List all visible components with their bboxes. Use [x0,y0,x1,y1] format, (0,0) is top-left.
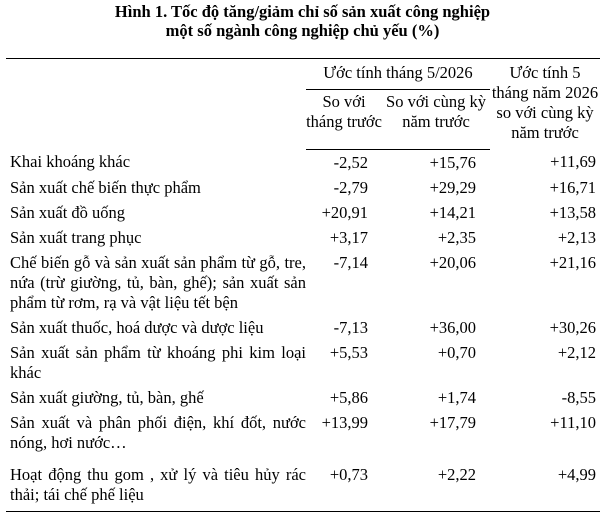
value-vs-previous-month: -7,14 [333,252,368,272]
table-row [6,200,600,225]
value-vs-same-period: +0,70 [437,342,476,362]
header-vs-previous-month: So với tháng trước [306,89,382,149]
header-blank [6,59,306,150]
value-vs-same-period: +2,22 [382,455,490,512]
table-row [6,225,600,250]
value-5-months: +11,69 [550,152,596,171]
header-group-may-2026: Ước tính tháng 5/2026 [306,59,490,90]
row-label: Sản xuất sản phẩm từ khoáng phi kim loại khác [10,342,306,382]
figure-title [0,2,605,40]
table-row [6,175,600,200]
value-5-months: +2,12 [557,342,596,362]
row-label: Sản xuất và phân phối điện, khí đốt, nước nóng, hơi nước… [10,412,306,452]
table-row [6,149,600,175]
value-vs-previous-month: +5,53 [329,342,368,362]
value-vs-same-period: +15,76 [429,152,476,172]
row-label: Sản xuất chế biến thực phẩm [10,177,201,197]
industry-table [6,58,600,512]
value-5-months: +13,58 [549,202,596,222]
value-5-months: +2,13 [557,227,596,247]
row-label: Khai khoáng khác [10,152,131,171]
row-label: Sản xuất giường, tủ, bàn, ghế [10,387,204,407]
row-label: Sản xuất đồ uống [10,202,126,222]
title-line-1: Hình 1. Tốc độ tăng/giảm chỉ số sản xuất công nghiệp [114,2,491,21]
row-label: Sản xuất trang phục [10,227,142,247]
value-5-months: +21,16 [549,252,596,272]
header-vs-same-period: So với cùng kỳ năm trước [382,89,490,149]
value-vs-previous-month: +5,86 [329,387,368,407]
value-vs-previous-month: +3,17 [329,227,368,247]
table-row [6,315,600,340]
value-vs-same-period: +17,79 [429,412,476,432]
value-5-months: +16,71 [549,177,596,197]
value-vs-same-period: +1,74 [437,387,476,407]
value-vs-same-period: +20,06 [429,252,476,272]
header-5-months: Ước tính 5 tháng năm 2026 so với cùng kỳ năm trước [490,59,600,150]
value-vs-previous-month: -2,79 [333,177,368,197]
value-vs-previous-month: +13,99 [321,412,368,432]
row-label: Hoạt động thu gom , xử lý và tiêu hủy rác thải; tái chế phế liệu [6,455,306,512]
value-vs-same-period: +29,29 [429,177,476,197]
table-row [6,250,600,315]
title-line-2: một số ngành công nghiệp chủ yếu (%) [165,21,440,40]
value-vs-same-period: +36,00 [429,317,476,337]
row-label: Chế biến gỗ và sản xuất sản phẩm từ gỗ, tre, nứa (trừ giường, tủ, bàn, ghế); sản xuất sản phẩm từ rơm, rạ và vật liệu tết bện [10,252,306,312]
table-row [6,455,600,512]
value-vs-same-period: +14,21 [429,202,476,222]
value-vs-previous-month: +20,91 [321,202,368,222]
value-5-months: +30,26 [549,317,596,337]
table-row [6,340,600,385]
row-label: Sản xuất thuốc, hoá dược và dược liệu [10,317,264,337]
value-5-months: +11,10 [550,412,596,432]
table-row [6,385,600,410]
value-vs-same-period: +2,35 [437,227,476,247]
table-row [6,410,600,455]
value-vs-previous-month: -2,52 [333,152,368,172]
value-vs-previous-month: -7,13 [333,317,368,337]
value-vs-previous-month: +0,73 [306,455,382,512]
table-body [6,149,600,511]
value-5-months: +4,99 [490,455,600,512]
value-5-months: -8,55 [561,387,596,407]
